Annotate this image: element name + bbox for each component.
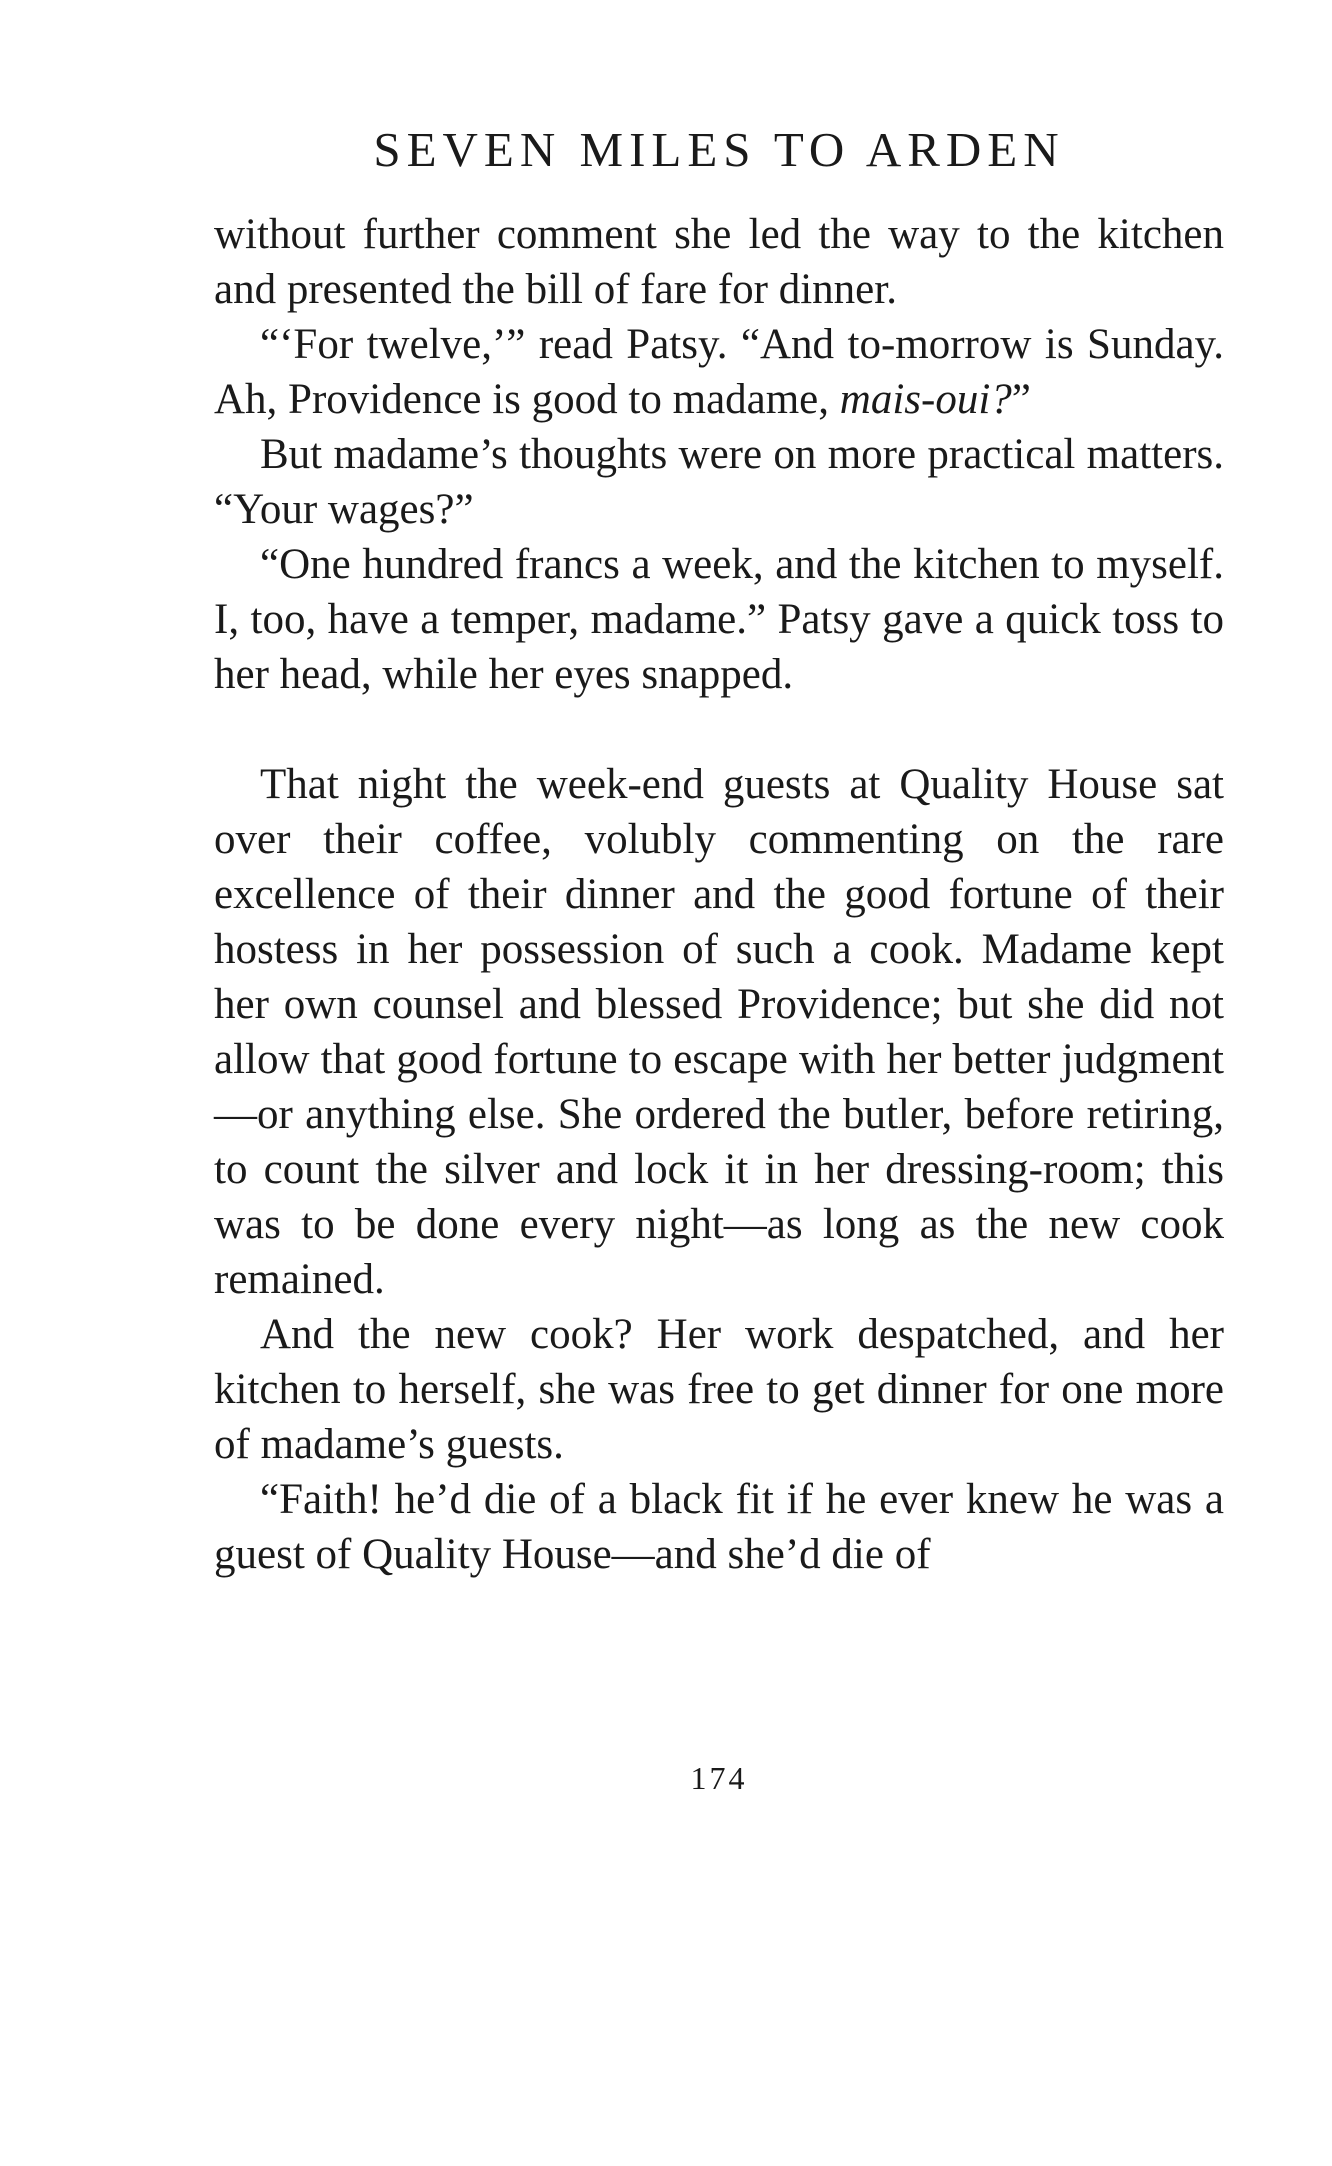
paragraph-6: And the new cook? Her work despatched, and her kitchen to herself, she was free to get dinner for one more of madame’s guests. xyxy=(214,1311,1224,1468)
body-text xyxy=(214,207,1224,1582)
paragraph-4: “One hundred francs a week, and the kitchen to myself. I, too, have a temper, madame.” Patsy gave a quick toss to her head, while her eyes snapped. xyxy=(214,541,1224,698)
paragraph-3: But madame’s thoughts were on more practical matters. “Your wages?” xyxy=(214,431,1224,533)
page-number: 174 xyxy=(690,1760,748,1796)
paragraph-5: That night the week-end guests at Quality House sat over their coffee, volubly commenting on the rare excellence of their dinner and the good fortune of their hostess in her possession of such a cook. Madame kept her own counsel and blessed Providence; but she did not allow that good fortune to escape with her better judgment—or anything else. She ordered the butler, before retiring, to count the silver and lock it in her dressing-room; this was to be done every night—as long as the new cook remained. xyxy=(214,761,1224,1303)
paragraph-2-text: “‘For twelve,’” read Patsy. “And to-morrow is Sunday. Ah, Providence is good to madame, xyxy=(214,321,1224,423)
paragraph-2-italic: mais-oui? xyxy=(839,376,1012,423)
paragraph-2 xyxy=(214,317,1224,427)
paragraph-2-tail: ” xyxy=(1011,376,1031,423)
paragraph-1: without further comment she led the way to the kitchen and presented the bill of fare for dinner. xyxy=(214,211,1224,313)
paragraph-7: “Faith! he’d die of a black fit if he ever knew he was a guest of Quality House—and she’d die of xyxy=(214,1476,1224,1578)
running-head: SEVEN MILES TO ARDEN xyxy=(373,122,1065,177)
